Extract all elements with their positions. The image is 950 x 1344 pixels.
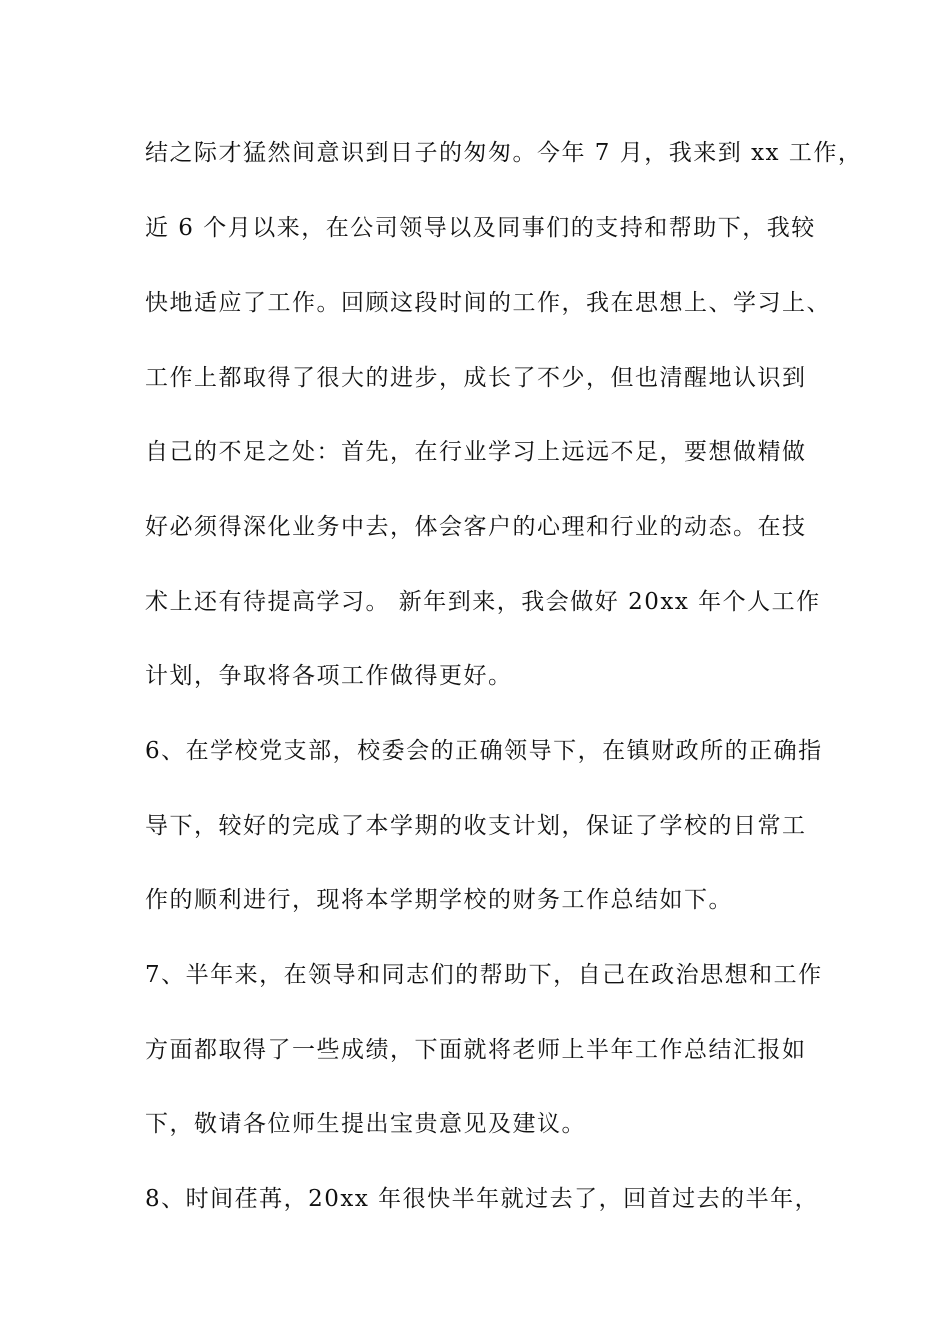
text-line: 下，敬请各位师生提出宝贵意见及建议。 (145, 1111, 586, 1137)
text-line: 结之际才猛然间意识到日子的匆匆。今年 7 月，我来到 xx 工作， (145, 140, 863, 166)
text-line: 近 6 个月以来，在公司领导以及同事们的支持和帮助下，我较 (145, 215, 816, 241)
text-line: 6、在学校党支部，校委会的正确领导下，在镇财政所的正确指 (145, 738, 823, 764)
text-line: 术上还有待提高学习。 新年到来，我会做好 20xx 年个人工作 (145, 589, 821, 615)
text-line: 计划，争取将各项工作做得更好。 (145, 663, 513, 689)
text-line: 自己的不足之处：首先，在行业学习上远远不足，要想做精做 (145, 439, 807, 465)
text-line: 好必须得深化业务中去，体会客户的心理和行业的动态。在技 (145, 514, 807, 540)
text-line: 作的顺利进行，现将本学期学校的财务工作总结如下。 (145, 887, 733, 913)
text-line: 方面都取得了一些成绩，下面就将老师上半年工作总结汇报如 (145, 1037, 807, 1063)
text-line: 7、半年来，在领导和同志们的帮助下，自己在政治思想和工作 (145, 962, 823, 988)
text-line: 8、时间荏苒，20xx 年很快半年就过去了，回首过去的半年， (145, 1186, 820, 1212)
text-line: 工作上都取得了很大的进步，成长了不少，但也清醒地认识到 (145, 365, 807, 391)
text-line: 导下，较好的完成了本学期的收支计划，保证了学校的日常工 (145, 813, 807, 839)
text-line: 快地适应了工作。回顾这段时间的工作，我在思想上、学习上、 (145, 290, 831, 316)
